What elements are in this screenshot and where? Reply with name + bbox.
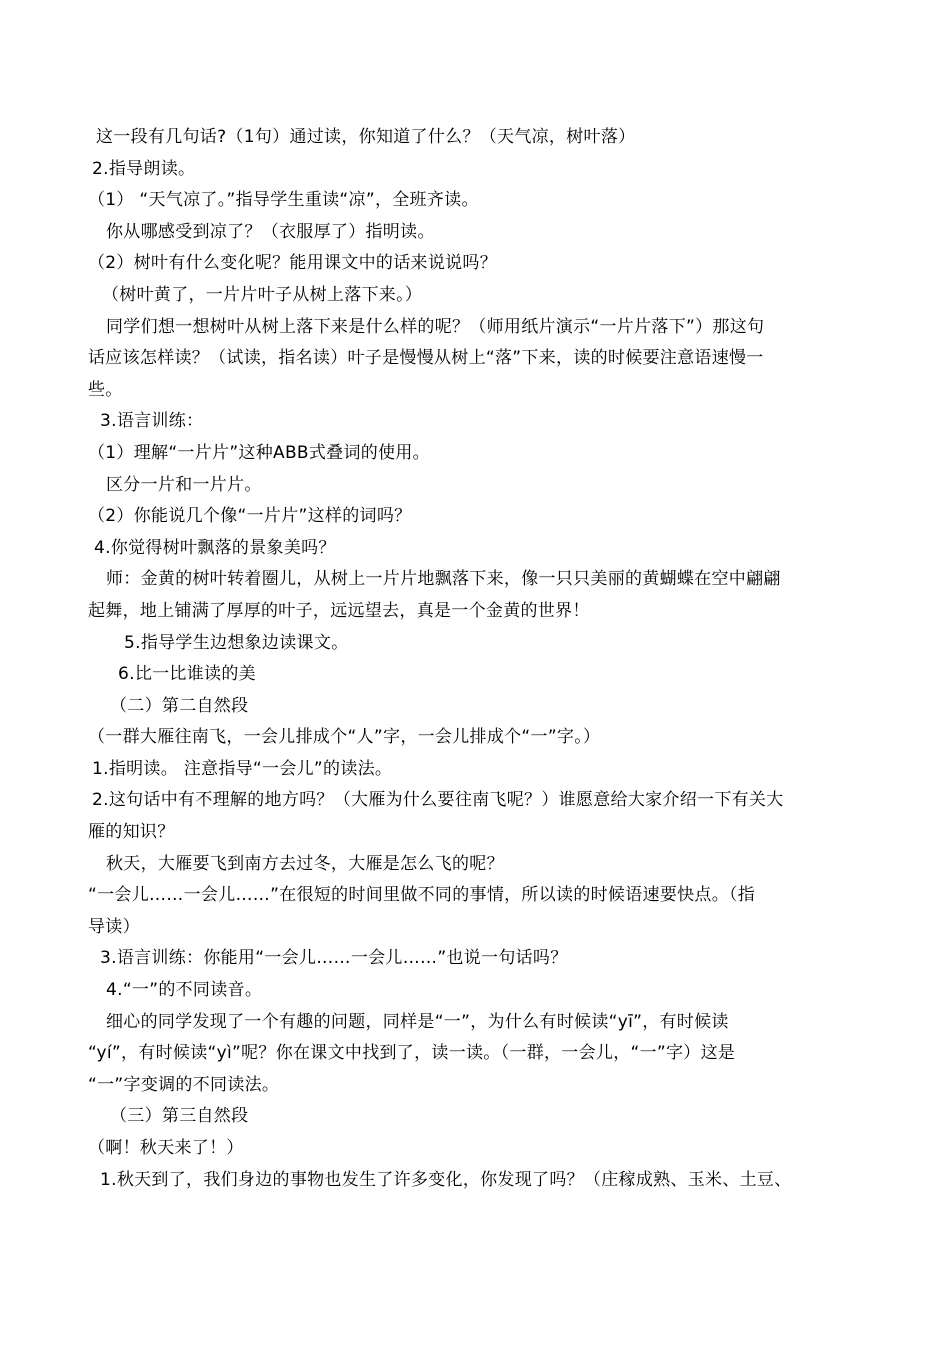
text-line: （2）你能说几个像“一片片”这样的词吗？ xyxy=(88,506,412,527)
text-line: 5.指导学生边想象边读课文。 xyxy=(124,632,349,653)
text-line: 你从哪感受到凉了？（衣服厚了）指明读。 xyxy=(106,221,435,242)
text-line: 雁的知识？ xyxy=(88,822,175,843)
text-line: 3.语言训练：你能用“一会儿……一会儿……”也说一句话吗？ xyxy=(100,948,568,969)
text-line: （二）第二自然段 xyxy=(110,695,249,716)
text-line: （啊！秋天来了！） xyxy=(88,1138,244,1158)
text-line: 话应该怎样读？（试读，指名读）叶子是慢慢从树上“落”下来，读的时候要注意语速慢一 xyxy=(88,348,764,369)
text-line: 秋天，大雁要飞到南方去过冬，大雁是怎么飞的呢？ xyxy=(106,853,504,874)
text-line: “一会儿……一会儿……”在很短的时间里做不同的事情，所以读的时候语速要快点。（指 xyxy=(88,885,756,906)
text-line: 这一段有几句话?（1句）通过读，你知道了什么？（天气凉，树叶落） xyxy=(96,127,636,147)
text-line: （2）树叶有什么变化呢？能用课文中的话来说说吗？ xyxy=(88,253,498,274)
text-line: 区分一片和一片片。 xyxy=(106,474,262,495)
text-line: “yí”，有时候读“yì”呢？你在课文中找到了，读一读。（一群，一会儿，“一”字）这是 xyxy=(88,1043,736,1064)
text-line: 4.“一”的不同读音。 xyxy=(106,980,263,1001)
text-line: 6.比一比谁读的美 xyxy=(118,664,256,685)
text-line: 同学们想一想树叶从树上落下来是什么样的呢？（师用纸片演示“一片片落下”）那这句 xyxy=(106,316,765,337)
text-line: 1.指明读。 注意指导“一会儿”的读法。 xyxy=(92,758,393,779)
text-line: 4.你觉得树叶飘落的景象美吗？ xyxy=(94,537,336,558)
text-line: “一”字变调的不同读法。 xyxy=(88,1074,280,1095)
text-line: 师：金黄的树叶转着圈儿，从树上一片片地飘落下来，像一只只美丽的黄蝴蝶在空中翩翩 xyxy=(106,569,781,590)
text-line: 导读） xyxy=(88,916,140,937)
text-line: （1） “天气凉了。”指导学生重读“凉”，全班齐读。 xyxy=(88,190,479,211)
text-line: 1.秋天到了，我们身边的事物也发生了许多变化，你发现了吗？（庄稼成熟、玉米、土豆、 xyxy=(100,1169,792,1190)
text-line: （树叶黄了，一片片叶子从树上落下来。） xyxy=(102,284,423,305)
text-line: 3.语言训练： xyxy=(100,411,204,432)
text-line: 2.这句话中有不理解的地方吗？（大雁为什么要往南飞呢？）谁愿意给大家介绍一下有关大 xyxy=(92,790,784,811)
text-line: 2.指导朗读。 xyxy=(92,158,196,179)
text-line: （1）理解“一片片”这种ABB式叠词的使用。 xyxy=(88,442,430,463)
text-line: （三）第三自然段 xyxy=(110,1106,249,1127)
text-line: （一群大雁往南飞，一会儿排成个“人”字，一会儿排成个“一”字。） xyxy=(88,727,601,748)
text-line: 些。 xyxy=(88,379,123,400)
text-line: 起舞，地上铺满了厚厚的叶子，远远望去，真是一个金黄的世界！ xyxy=(88,600,590,621)
text-line: 细心的同学发现了一个有趣的问题，同样是“一”，为什么有时候读“yī”，有时候读 xyxy=(106,1011,729,1032)
document-body xyxy=(88,122,878,1196)
